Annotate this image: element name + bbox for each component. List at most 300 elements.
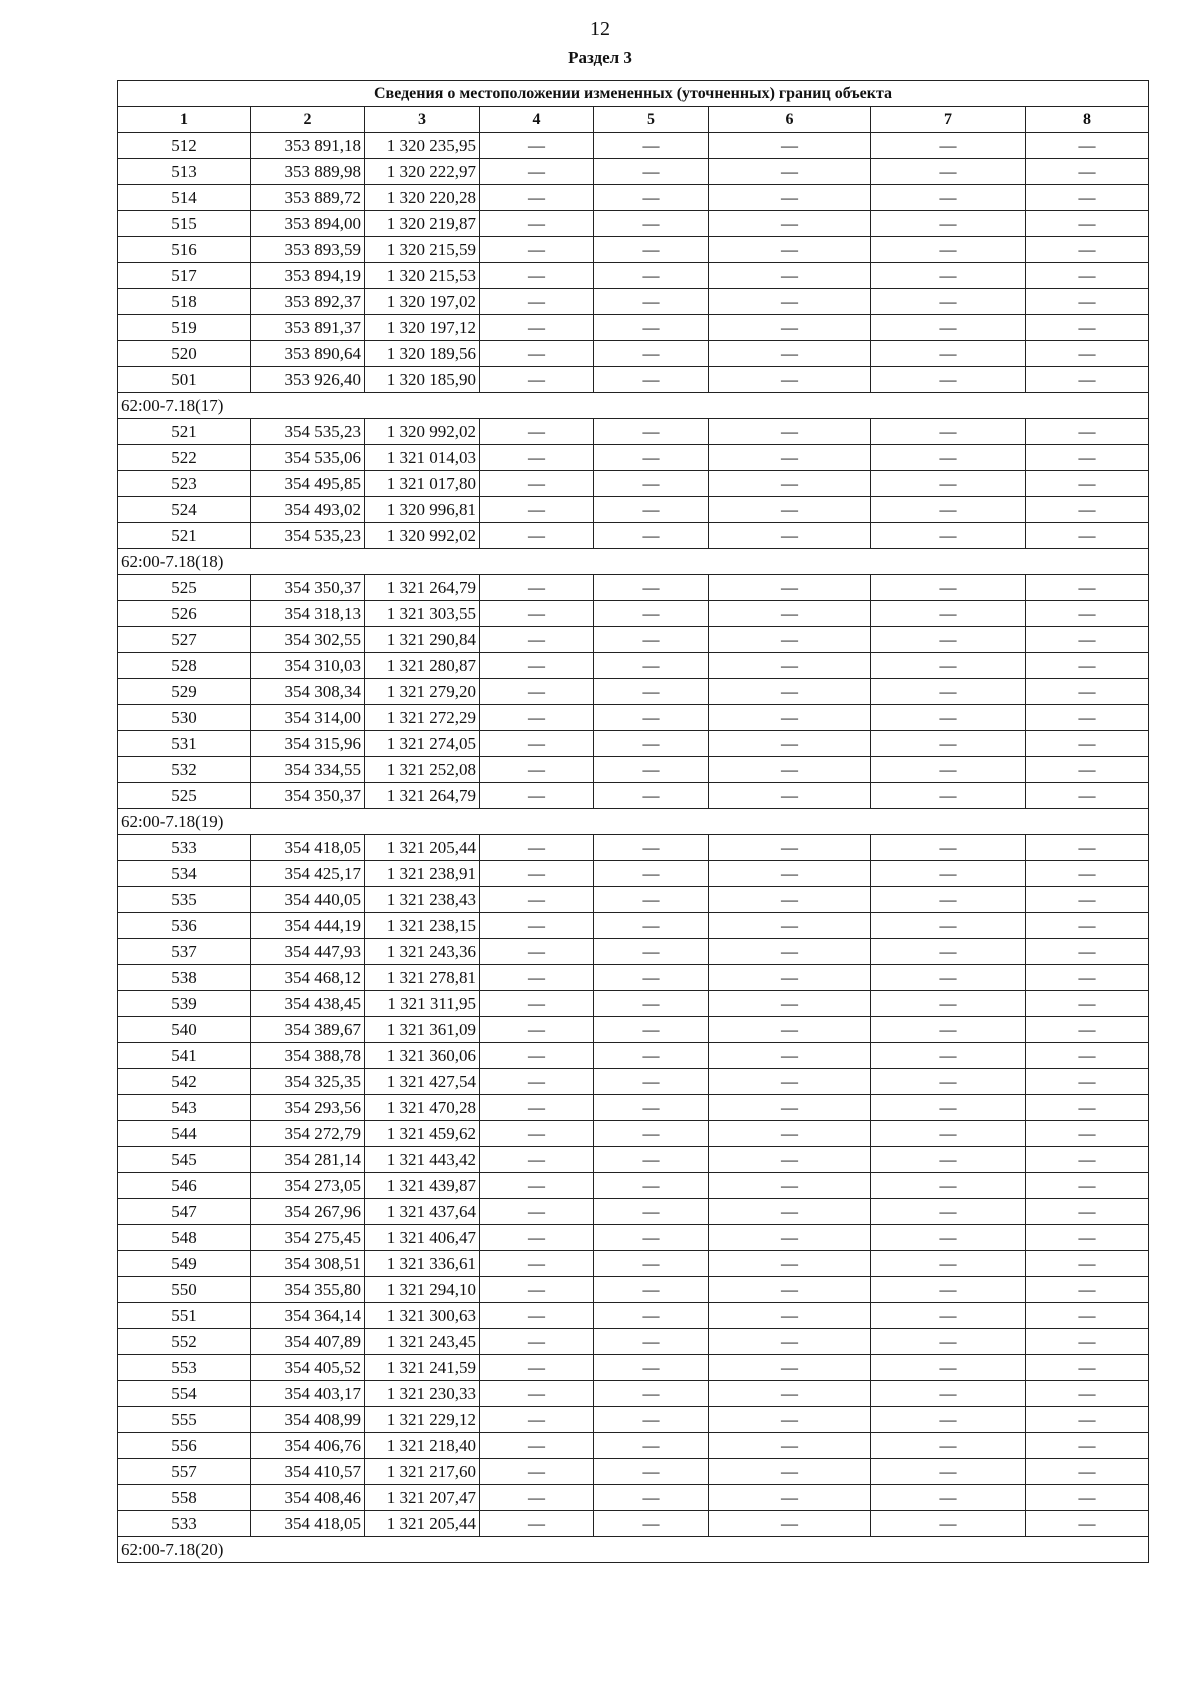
- table-row: [118, 783, 1149, 809]
- empty-value-cell: —: [1026, 627, 1149, 653]
- empty-value-cell: —: [709, 211, 871, 237]
- table-row: [118, 497, 1149, 523]
- empty-value-cell: —: [1026, 237, 1149, 263]
- empty-value-cell: —: [709, 783, 871, 809]
- empty-value-cell: —: [871, 679, 1026, 705]
- empty-value-cell: —: [480, 1355, 594, 1381]
- empty-value-cell: —: [480, 1511, 594, 1537]
- empty-value-cell: —: [480, 627, 594, 653]
- x-coordinate-cell: 354 425,17: [251, 861, 365, 887]
- empty-value-cell: —: [709, 939, 871, 965]
- table-row: [118, 627, 1149, 653]
- empty-value-cell: —: [1026, 991, 1149, 1017]
- x-coordinate-cell: 353 894,19: [251, 263, 365, 289]
- empty-value-cell: —: [871, 1017, 1026, 1043]
- empty-value-cell: —: [871, 653, 1026, 679]
- table-row: [118, 159, 1149, 185]
- empty-value-cell: —: [709, 1355, 871, 1381]
- point-number-cell: 549: [118, 1251, 251, 1277]
- empty-value-cell: —: [871, 1355, 1026, 1381]
- point-number-cell: 524: [118, 497, 251, 523]
- point-number-cell: 520: [118, 341, 251, 367]
- empty-value-cell: —: [871, 731, 1026, 757]
- x-coordinate-cell: 353 889,98: [251, 159, 365, 185]
- empty-value-cell: —: [709, 1095, 871, 1121]
- table-row: [118, 653, 1149, 679]
- y-coordinate-cell: 1 321 238,15: [365, 913, 480, 939]
- empty-value-cell: —: [1026, 185, 1149, 211]
- x-coordinate-cell: 354 273,05: [251, 1173, 365, 1199]
- point-number-cell: 526: [118, 601, 251, 627]
- empty-value-cell: —: [480, 1043, 594, 1069]
- column-header: 1: [118, 107, 251, 133]
- point-number-cell: 540: [118, 1017, 251, 1043]
- table-row: [118, 1277, 1149, 1303]
- empty-value-cell: —: [1026, 1225, 1149, 1251]
- empty-value-cell: —: [871, 237, 1026, 263]
- table-row: [118, 1043, 1149, 1069]
- empty-value-cell: —: [709, 471, 871, 497]
- table-body: [118, 133, 1149, 1563]
- empty-value-cell: —: [480, 471, 594, 497]
- x-coordinate-cell: 354 440,05: [251, 887, 365, 913]
- coordinates-table: [117, 80, 1149, 1563]
- point-number-cell: 543: [118, 1095, 251, 1121]
- empty-value-cell: —: [480, 1329, 594, 1355]
- x-coordinate-cell: 354 535,23: [251, 419, 365, 445]
- y-coordinate-cell: 1 321 361,09: [365, 1017, 480, 1043]
- y-coordinate-cell: 1 321 437,64: [365, 1199, 480, 1225]
- x-coordinate-cell: 353 891,37: [251, 315, 365, 341]
- table-row: [118, 133, 1149, 159]
- table-row: [118, 1485, 1149, 1511]
- empty-value-cell: —: [480, 1459, 594, 1485]
- empty-value-cell: —: [871, 913, 1026, 939]
- empty-value-cell: —: [594, 705, 709, 731]
- empty-value-cell: —: [709, 731, 871, 757]
- empty-value-cell: —: [871, 1303, 1026, 1329]
- empty-value-cell: —: [594, 211, 709, 237]
- point-number-cell: 534: [118, 861, 251, 887]
- empty-value-cell: —: [480, 237, 594, 263]
- empty-value-cell: —: [480, 783, 594, 809]
- table-row: [118, 1225, 1149, 1251]
- empty-value-cell: —: [871, 289, 1026, 315]
- empty-value-cell: —: [709, 289, 871, 315]
- empty-value-cell: —: [480, 1017, 594, 1043]
- empty-value-cell: —: [1026, 497, 1149, 523]
- empty-value-cell: —: [594, 1043, 709, 1069]
- empty-value-cell: —: [709, 445, 871, 471]
- empty-value-cell: —: [709, 1121, 871, 1147]
- empty-value-cell: —: [1026, 939, 1149, 965]
- empty-value-cell: —: [709, 913, 871, 939]
- empty-value-cell: —: [480, 965, 594, 991]
- column-header: 4: [480, 107, 594, 133]
- empty-value-cell: —: [480, 887, 594, 913]
- empty-value-cell: —: [1026, 1381, 1149, 1407]
- empty-value-cell: —: [480, 679, 594, 705]
- table-row: [118, 913, 1149, 939]
- table-row: [118, 1511, 1149, 1537]
- column-header: 2: [251, 107, 365, 133]
- empty-value-cell: —: [594, 1303, 709, 1329]
- empty-value-cell: —: [709, 1407, 871, 1433]
- table-row: [118, 835, 1149, 861]
- empty-value-cell: —: [594, 1017, 709, 1043]
- empty-value-cell: —: [480, 133, 594, 159]
- empty-value-cell: —: [871, 757, 1026, 783]
- empty-value-cell: —: [594, 731, 709, 757]
- empty-value-cell: —: [480, 1381, 594, 1407]
- point-number-cell: 545: [118, 1147, 251, 1173]
- y-coordinate-cell: 1 320 189,56: [365, 341, 480, 367]
- empty-value-cell: —: [480, 523, 594, 549]
- x-coordinate-cell: 354 403,17: [251, 1381, 365, 1407]
- table-row: [118, 1329, 1149, 1355]
- empty-value-cell: —: [871, 1485, 1026, 1511]
- empty-value-cell: —: [709, 367, 871, 393]
- y-coordinate-cell: 1 321 279,20: [365, 679, 480, 705]
- empty-value-cell: —: [709, 1511, 871, 1537]
- empty-value-cell: —: [594, 1121, 709, 1147]
- x-coordinate-cell: 353 891,18: [251, 133, 365, 159]
- point-number-cell: 542: [118, 1069, 251, 1095]
- empty-value-cell: —: [871, 1199, 1026, 1225]
- empty-value-cell: —: [871, 497, 1026, 523]
- empty-value-cell: —: [871, 887, 1026, 913]
- empty-value-cell: —: [1026, 211, 1149, 237]
- table-row: [118, 965, 1149, 991]
- empty-value-cell: —: [871, 601, 1026, 627]
- y-coordinate-cell: 1 321 439,87: [365, 1173, 480, 1199]
- empty-value-cell: —: [594, 185, 709, 211]
- empty-value-cell: —: [480, 1225, 594, 1251]
- point-number-cell: 531: [118, 731, 251, 757]
- empty-value-cell: —: [709, 1277, 871, 1303]
- empty-value-cell: —: [480, 1147, 594, 1173]
- empty-value-cell: —: [871, 835, 1026, 861]
- empty-value-cell: —: [871, 367, 1026, 393]
- empty-value-cell: —: [871, 1433, 1026, 1459]
- table-caption-row: [118, 81, 1149, 107]
- y-coordinate-cell: 1 321 274,05: [365, 731, 480, 757]
- point-number-cell: 527: [118, 627, 251, 653]
- empty-value-cell: —: [1026, 835, 1149, 861]
- y-coordinate-cell: 1 320 996,81: [365, 497, 480, 523]
- column-header: 5: [594, 107, 709, 133]
- table-row: [118, 861, 1149, 887]
- group-row: [118, 393, 1149, 419]
- empty-value-cell: —: [480, 1277, 594, 1303]
- empty-value-cell: —: [871, 1251, 1026, 1277]
- point-number-cell: 528: [118, 653, 251, 679]
- table-row: [118, 341, 1149, 367]
- column-header-row: [118, 107, 1149, 133]
- empty-value-cell: —: [709, 1433, 871, 1459]
- x-coordinate-cell: 354 535,06: [251, 445, 365, 471]
- point-number-cell: 512: [118, 133, 251, 159]
- empty-value-cell: —: [709, 133, 871, 159]
- table-row: [118, 1459, 1149, 1485]
- group-row: [118, 549, 1149, 575]
- x-coordinate-cell: 354 495,85: [251, 471, 365, 497]
- point-number-cell: 521: [118, 523, 251, 549]
- group-row: [118, 1537, 1149, 1563]
- empty-value-cell: —: [594, 627, 709, 653]
- empty-value-cell: —: [871, 1329, 1026, 1355]
- x-coordinate-cell: 353 892,37: [251, 289, 365, 315]
- table-row: [118, 939, 1149, 965]
- y-coordinate-cell: 1 321 230,33: [365, 1381, 480, 1407]
- empty-value-cell: —: [594, 1407, 709, 1433]
- x-coordinate-cell: 354 364,14: [251, 1303, 365, 1329]
- empty-value-cell: —: [709, 1251, 871, 1277]
- x-coordinate-cell: 354 293,56: [251, 1095, 365, 1121]
- x-coordinate-cell: 354 281,14: [251, 1147, 365, 1173]
- empty-value-cell: —: [709, 263, 871, 289]
- empty-value-cell: —: [871, 1277, 1026, 1303]
- table-row: [118, 601, 1149, 627]
- empty-value-cell: —: [709, 1303, 871, 1329]
- x-coordinate-cell: 354 334,55: [251, 757, 365, 783]
- page-number: 12: [590, 18, 610, 40]
- y-coordinate-cell: 1 321 443,42: [365, 1147, 480, 1173]
- y-coordinate-cell: 1 321 264,79: [365, 783, 480, 809]
- point-number-cell: 532: [118, 757, 251, 783]
- y-coordinate-cell: 1 321 241,59: [365, 1355, 480, 1381]
- x-coordinate-cell: 354 389,67: [251, 1017, 365, 1043]
- empty-value-cell: —: [709, 1459, 871, 1485]
- empty-value-cell: —: [480, 367, 594, 393]
- empty-value-cell: —: [871, 341, 1026, 367]
- empty-value-cell: —: [594, 341, 709, 367]
- table-row: [118, 887, 1149, 913]
- empty-value-cell: —: [871, 627, 1026, 653]
- y-coordinate-cell: 1 321 311,95: [365, 991, 480, 1017]
- empty-value-cell: —: [709, 861, 871, 887]
- empty-value-cell: —: [871, 1121, 1026, 1147]
- empty-value-cell: —: [594, 601, 709, 627]
- point-number-cell: 525: [118, 575, 251, 601]
- point-number-cell: 518: [118, 289, 251, 315]
- table-row: [118, 1199, 1149, 1225]
- x-coordinate-cell: 354 267,96: [251, 1199, 365, 1225]
- point-number-cell: 519: [118, 315, 251, 341]
- y-coordinate-cell: 1 321 243,36: [365, 939, 480, 965]
- x-coordinate-cell: 354 444,19: [251, 913, 365, 939]
- empty-value-cell: —: [594, 1251, 709, 1277]
- table-row: [118, 185, 1149, 211]
- empty-value-cell: —: [1026, 1173, 1149, 1199]
- empty-value-cell: —: [594, 497, 709, 523]
- point-number-cell: 546: [118, 1173, 251, 1199]
- empty-value-cell: —: [1026, 445, 1149, 471]
- y-coordinate-cell: 1 321 294,10: [365, 1277, 480, 1303]
- empty-value-cell: —: [594, 1277, 709, 1303]
- point-number-cell: 522: [118, 445, 251, 471]
- empty-value-cell: —: [594, 237, 709, 263]
- empty-value-cell: —: [871, 575, 1026, 601]
- empty-value-cell: —: [709, 1069, 871, 1095]
- table-row: [118, 705, 1149, 731]
- empty-value-cell: —: [480, 705, 594, 731]
- empty-value-cell: —: [709, 1199, 871, 1225]
- empty-value-cell: —: [1026, 315, 1149, 341]
- x-coordinate-cell: 354 272,79: [251, 1121, 365, 1147]
- y-coordinate-cell: 1 320 992,02: [365, 419, 480, 445]
- empty-value-cell: —: [709, 1017, 871, 1043]
- empty-value-cell: —: [871, 159, 1026, 185]
- empty-value-cell: —: [594, 1069, 709, 1095]
- empty-value-cell: —: [1026, 1277, 1149, 1303]
- empty-value-cell: —: [1026, 523, 1149, 549]
- empty-value-cell: —: [1026, 1329, 1149, 1355]
- empty-value-cell: —: [1026, 1199, 1149, 1225]
- group-row: [118, 809, 1149, 835]
- table-row: [118, 575, 1149, 601]
- y-coordinate-cell: 1 320 215,53: [365, 263, 480, 289]
- empty-value-cell: —: [480, 419, 594, 445]
- y-coordinate-cell: 1 321 229,12: [365, 1407, 480, 1433]
- table-row: [118, 1147, 1149, 1173]
- point-number-cell: 513: [118, 159, 251, 185]
- empty-value-cell: —: [480, 731, 594, 757]
- x-coordinate-cell: 354 302,55: [251, 627, 365, 653]
- x-coordinate-cell: 354 535,23: [251, 523, 365, 549]
- y-coordinate-cell: 1 321 243,45: [365, 1329, 480, 1355]
- point-number-cell: 539: [118, 991, 251, 1017]
- empty-value-cell: —: [480, 835, 594, 861]
- x-coordinate-cell: 353 893,59: [251, 237, 365, 263]
- empty-value-cell: —: [871, 185, 1026, 211]
- empty-value-cell: —: [594, 653, 709, 679]
- empty-value-cell: —: [1026, 419, 1149, 445]
- point-number-cell: 514: [118, 185, 251, 211]
- group-label: 62:00-7.18(17): [118, 393, 1149, 419]
- empty-value-cell: —: [594, 991, 709, 1017]
- empty-value-cell: —: [871, 315, 1026, 341]
- x-coordinate-cell: 354 406,76: [251, 1433, 365, 1459]
- empty-value-cell: —: [594, 159, 709, 185]
- table-row: [118, 211, 1149, 237]
- point-number-cell: 538: [118, 965, 251, 991]
- y-coordinate-cell: 1 321 205,44: [365, 835, 480, 861]
- table-row: [118, 757, 1149, 783]
- empty-value-cell: —: [709, 835, 871, 861]
- x-coordinate-cell: 353 894,00: [251, 211, 365, 237]
- empty-value-cell: —: [871, 939, 1026, 965]
- table-row: [118, 991, 1149, 1017]
- y-coordinate-cell: 1 321 272,29: [365, 705, 480, 731]
- empty-value-cell: —: [594, 1485, 709, 1511]
- empty-value-cell: —: [480, 575, 594, 601]
- empty-value-cell: —: [871, 1459, 1026, 1485]
- empty-value-cell: —: [871, 783, 1026, 809]
- table-row: [118, 1381, 1149, 1407]
- y-coordinate-cell: 1 321 238,91: [365, 861, 480, 887]
- table-row: [118, 523, 1149, 549]
- column-header: 8: [1026, 107, 1149, 133]
- empty-value-cell: —: [1026, 1121, 1149, 1147]
- point-number-cell: 529: [118, 679, 251, 705]
- empty-value-cell: —: [594, 1329, 709, 1355]
- point-number-cell: 553: [118, 1355, 251, 1381]
- empty-value-cell: —: [480, 211, 594, 237]
- y-coordinate-cell: 1 321 264,79: [365, 575, 480, 601]
- point-number-cell: 501: [118, 367, 251, 393]
- empty-value-cell: —: [1026, 653, 1149, 679]
- empty-value-cell: —: [709, 523, 871, 549]
- y-coordinate-cell: 1 321 470,28: [365, 1095, 480, 1121]
- group-label: 62:00-7.18(19): [118, 809, 1149, 835]
- empty-value-cell: —: [594, 913, 709, 939]
- x-coordinate-cell: 354 325,35: [251, 1069, 365, 1095]
- empty-value-cell: —: [594, 887, 709, 913]
- empty-value-cell: —: [594, 783, 709, 809]
- table-row: [118, 1095, 1149, 1121]
- point-number-cell: 525: [118, 783, 251, 809]
- table-row: [118, 1069, 1149, 1095]
- point-number-cell: 530: [118, 705, 251, 731]
- empty-value-cell: —: [594, 1147, 709, 1173]
- point-number-cell: 547: [118, 1199, 251, 1225]
- empty-value-cell: —: [594, 679, 709, 705]
- empty-value-cell: —: [709, 159, 871, 185]
- group-label: 62:00-7.18(20): [118, 1537, 1149, 1563]
- y-coordinate-cell: 1 321 303,55: [365, 601, 480, 627]
- empty-value-cell: —: [594, 523, 709, 549]
- empty-value-cell: —: [594, 965, 709, 991]
- empty-value-cell: —: [1026, 679, 1149, 705]
- empty-value-cell: —: [1026, 1355, 1149, 1381]
- empty-value-cell: —: [1026, 705, 1149, 731]
- point-number-cell: 548: [118, 1225, 251, 1251]
- column-header: 3: [365, 107, 480, 133]
- empty-value-cell: —: [594, 419, 709, 445]
- table-row: [118, 419, 1149, 445]
- x-coordinate-cell: 354 275,45: [251, 1225, 365, 1251]
- x-coordinate-cell: 353 926,40: [251, 367, 365, 393]
- empty-value-cell: —: [871, 133, 1026, 159]
- x-coordinate-cell: 353 890,64: [251, 341, 365, 367]
- empty-value-cell: —: [871, 1381, 1026, 1407]
- point-number-cell: 535: [118, 887, 251, 913]
- empty-value-cell: —: [1026, 1433, 1149, 1459]
- empty-value-cell: —: [480, 445, 594, 471]
- empty-value-cell: —: [480, 1485, 594, 1511]
- empty-value-cell: —: [480, 1303, 594, 1329]
- point-number-cell: 537: [118, 939, 251, 965]
- point-number-cell: 552: [118, 1329, 251, 1355]
- empty-value-cell: —: [871, 1225, 1026, 1251]
- x-coordinate-cell: 354 355,80: [251, 1277, 365, 1303]
- empty-value-cell: —: [871, 1511, 1026, 1537]
- empty-value-cell: —: [1026, 1069, 1149, 1095]
- y-coordinate-cell: 1 321 017,80: [365, 471, 480, 497]
- y-coordinate-cell: 1 320 197,12: [365, 315, 480, 341]
- point-number-cell: 515: [118, 211, 251, 237]
- y-coordinate-cell: 1 320 992,02: [365, 523, 480, 549]
- empty-value-cell: —: [871, 523, 1026, 549]
- table-row: [118, 1173, 1149, 1199]
- y-coordinate-cell: 1 321 278,81: [365, 965, 480, 991]
- empty-value-cell: —: [871, 1043, 1026, 1069]
- empty-value-cell: —: [871, 445, 1026, 471]
- empty-value-cell: —: [480, 601, 594, 627]
- empty-value-cell: —: [709, 497, 871, 523]
- empty-value-cell: —: [871, 965, 1026, 991]
